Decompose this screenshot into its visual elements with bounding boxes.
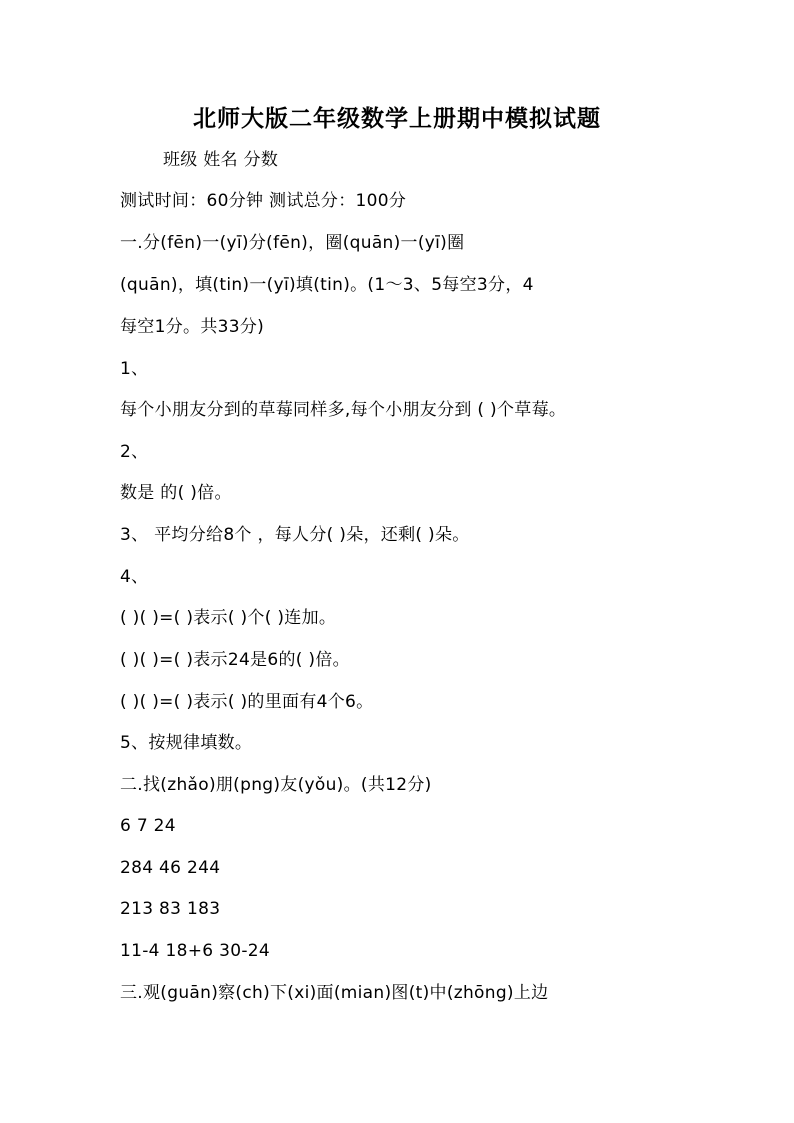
question-4-line2: ( )( )=( )表示24是6的( )倍。 (120, 650, 350, 670)
question-4-line3: ( )( )=( )表示( )的里面有4个6。 (120, 692, 374, 712)
header-fields: 班级 姓名 分数 (163, 150, 279, 170)
question-3-text: 3、 平均分给8个 ，每人分( )朵，还剩( )朵。 (120, 525, 470, 545)
question-2-text: 数是 的( )倍。 (120, 483, 232, 503)
section1-heading-line2: (quān)，填(tin)一(yī)填(tin)。(1～3、5每空3分，4 (120, 275, 534, 295)
section1-heading-line1: 一.分(fēn)一(yī)分(fēn)，圈(quān)一(yī)圈 (120, 233, 465, 253)
question-1-label: 1、 (120, 359, 149, 379)
section2-row-3: 213 83 183 (120, 899, 221, 919)
page-title: 北师大版二年级数学上册期中模拟试题 (193, 106, 601, 132)
test-info: 测试时间：60分钟 测试总分：100分 (120, 191, 407, 211)
section2-heading: 二.找(zhǎo)朋(png)友(yǒu)。(共12分) (120, 775, 432, 795)
question-1-text: 每个小朋友分到的草莓同样多,每个小朋友分到 ( )个草莓。 (120, 400, 567, 420)
section2-row-1: 6 7 24 (120, 816, 176, 836)
section1-heading-line3: 每空1分。共33分) (120, 317, 265, 337)
question-5-text: 5、按规律填数。 (120, 733, 253, 753)
section2-row-4: 11-4 18+6 30-24 (120, 941, 270, 961)
question-4-label: 4、 (120, 567, 149, 587)
question-2-label: 2、 (120, 442, 149, 462)
section2-row-2: 284 46 244 (120, 858, 221, 878)
section3-heading: 三.观(guān)察(ch)下(xi)面(mian)图(t)中(zhōng)上边 (120, 983, 549, 1003)
question-4-line1: ( )( )=( )表示( )个( )连加。 (120, 608, 337, 628)
